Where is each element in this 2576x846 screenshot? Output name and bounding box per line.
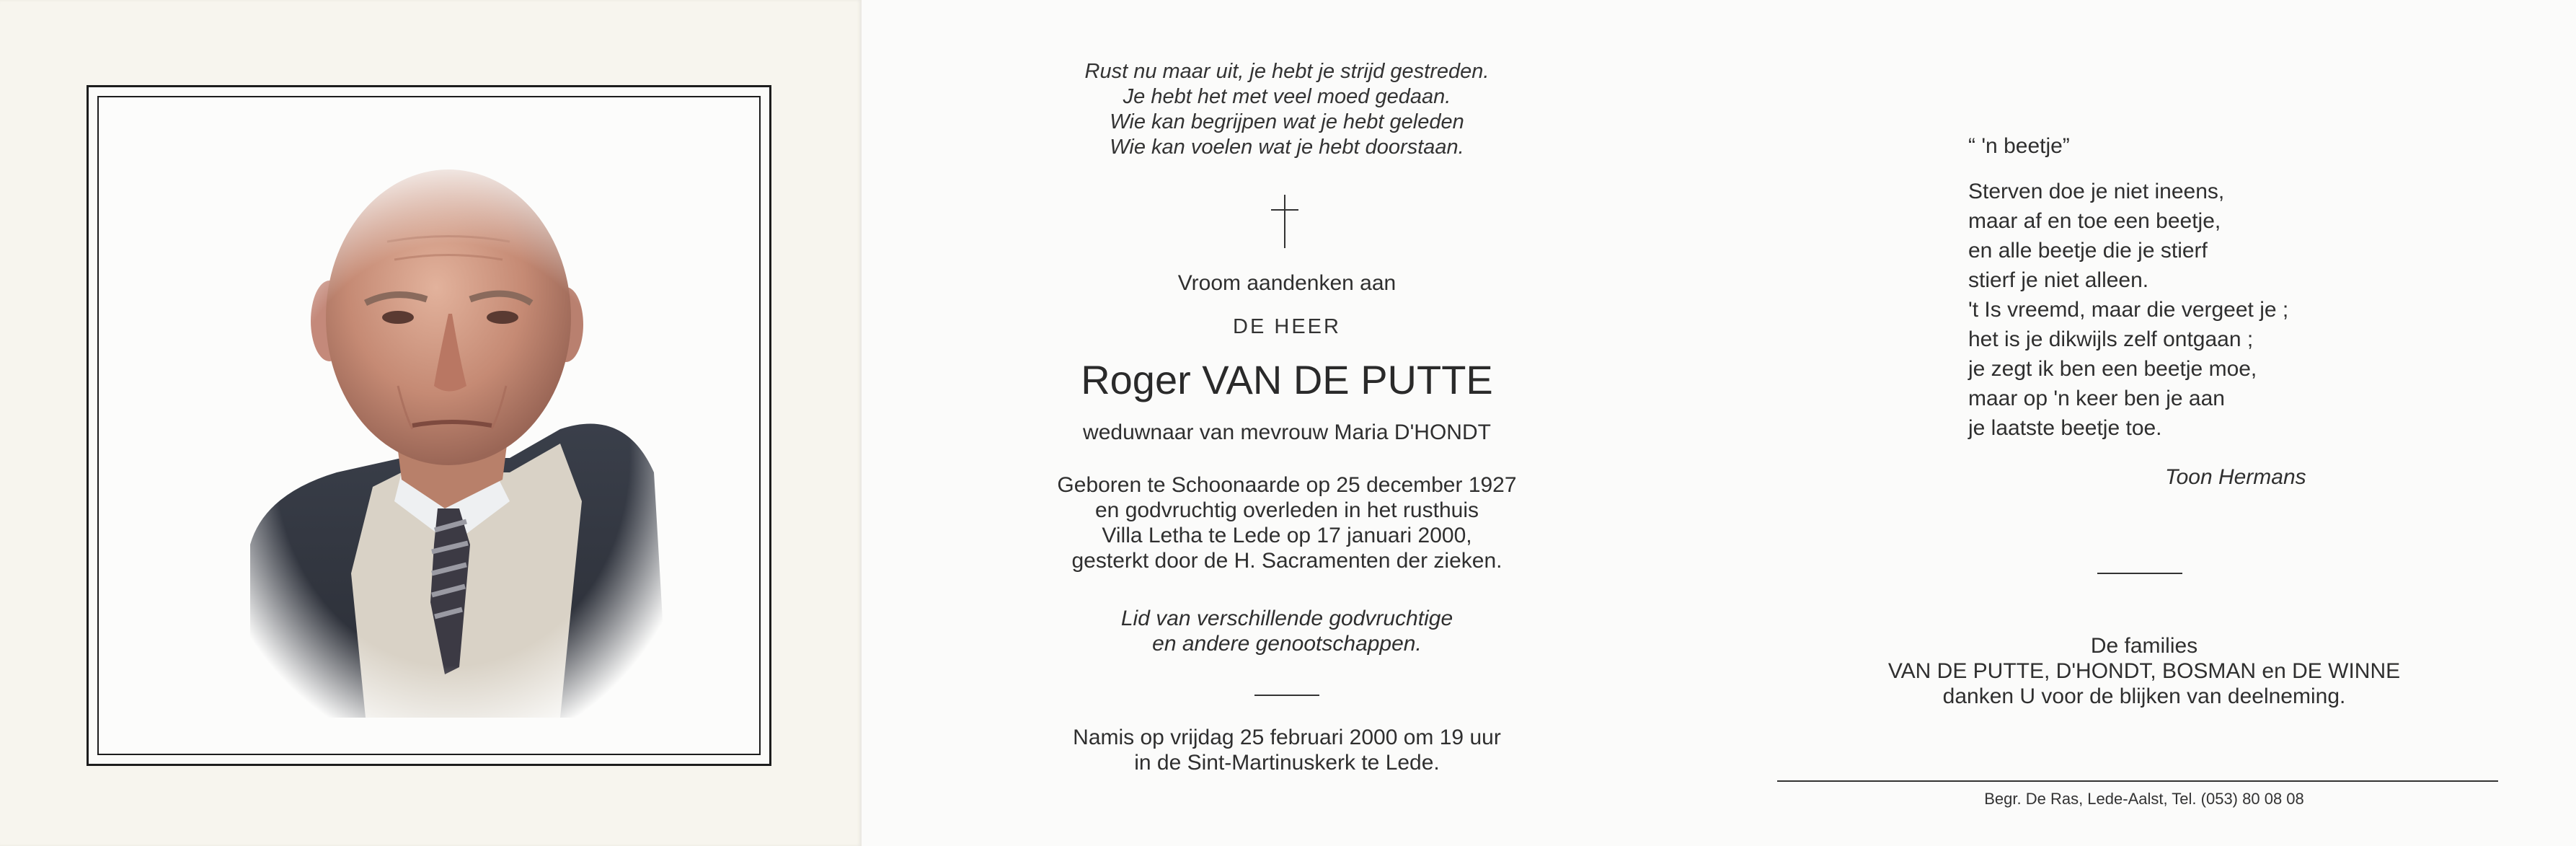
poem-panel	[1712, 0, 2576, 846]
membership-line: Lid van verschillende godvruchtige	[1120, 607, 1453, 630]
bio-line: Geboren te Schoonaarde op 25 december 1927	[1057, 473, 1517, 497]
opening-verse	[862, 59, 1712, 160]
service-info	[862, 725, 1712, 775]
families-intro: De families	[2090, 634, 2198, 658]
families-block	[1712, 633, 2576, 709]
verse-line: Wie kan voelen wat je hebt doorstaan.	[1110, 136, 1464, 159]
biography	[862, 472, 1712, 573]
poem-title: “ 'n beetje”	[1968, 134, 2070, 158]
printer-credit: Begr. De Ras, Lede-Aalst, Tel. (053) 80 08 08	[1984, 790, 2304, 808]
verse-line: Wie kan begrijpen wat je hebt geleden	[1110, 110, 1464, 133]
poem-line: en alle beetje die je stierf	[1968, 239, 2208, 263]
photo-frame-inner	[97, 96, 761, 755]
memorial-text-panel	[862, 0, 1712, 846]
poem	[1968, 177, 2288, 443]
families-names: VAN DE PUTTE, D'HONDT, BOSMAN en DE WINNE	[1887, 659, 2401, 683]
membership	[862, 606, 1712, 656]
photo-frame	[87, 85, 771, 766]
deceased-name: Roger VAN DE PUTTE	[1081, 357, 1493, 402]
membership-line: en andere genootschappen.	[1152, 632, 1422, 656]
service-line: Namis op vrijdag 25 februari 2000 om 19 uur	[1073, 726, 1501, 749]
verse-line: Je hebt het met veel moed gedaan.	[1123, 85, 1451, 108]
poem-line: Sterven doe je niet ineens,	[1968, 180, 2225, 203]
divider	[1254, 695, 1319, 696]
bio-line: gesterkt door de H. Sacramenten der zieken.	[1071, 549, 1502, 573]
poem-line: je zegt ik ben een beetje moe,	[1968, 357, 2257, 381]
poem-author: Toon Hermans	[2165, 465, 2306, 489]
in-memory-text: Vroom aandenken aan	[1177, 271, 1397, 295]
honorific: DE HEER	[1233, 315, 1341, 338]
bio-line: Villa Letha te Lede op 17 januari 2000,	[1102, 524, 1472, 547]
bio-line: en godvruchtig overleden in het rusthuis	[1094, 498, 1479, 522]
portrait-photo	[221, 169, 683, 718]
divider	[2097, 573, 2182, 574]
poem-line: 't Is vreemd, maar die vergeet je ;	[1968, 298, 2289, 322]
portrait-panel	[0, 0, 862, 846]
widow-text: weduwnaar van mevrouw Maria D'HONDT	[1083, 420, 1491, 444]
service-line: in de Sint-Martinuskerk te Lede.	[1134, 751, 1440, 775]
poem-line: maar op 'n keer ben je aan	[1968, 387, 2225, 410]
families-thanks: danken U voor de blijken van deelneming.	[1942, 684, 2346, 708]
poem-line: maar af en toe een beetje,	[1968, 209, 2221, 233]
cross-icon	[1284, 195, 1285, 248]
verse-line: Rust nu maar uit, je hebt je strijd gestreden.	[1084, 60, 1490, 83]
poem-line: stierf je niet alleen.	[1968, 268, 2149, 292]
poem-line: je laatste beetje toe.	[1968, 416, 2162, 440]
footer-rule	[1777, 780, 2498, 782]
poem-line: het is je dikwijls zelf ontgaan ;	[1968, 327, 2254, 351]
